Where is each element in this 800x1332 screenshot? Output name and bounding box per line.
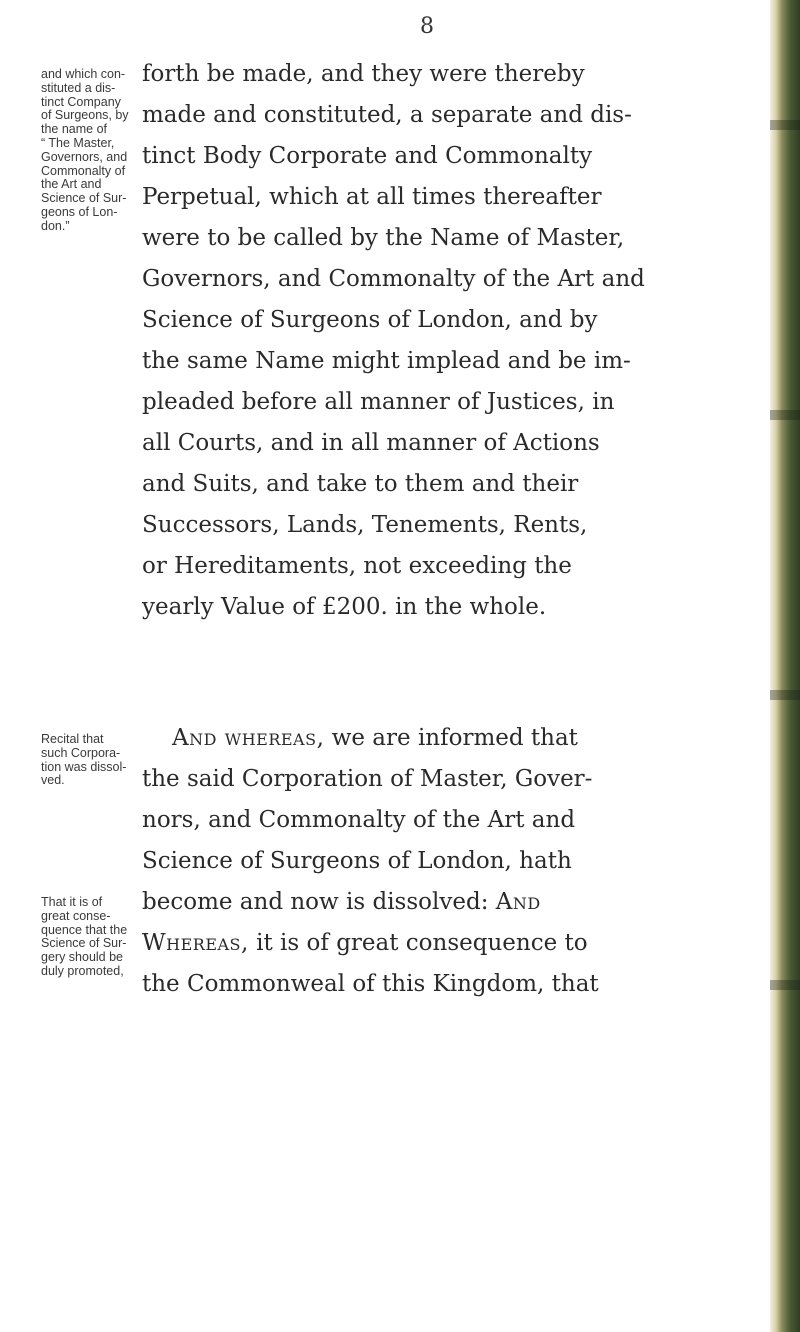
margin-note-line: tinct Company (41, 94, 121, 109)
margin-note-line: the name of (41, 122, 108, 137)
margin-note-line: the Art and (41, 177, 102, 192)
margin-note-line: Governors, and (41, 149, 128, 164)
margin-note-line: quence that the (41, 922, 128, 937)
page-number: 8 (420, 14, 434, 39)
body-line: forth be made, and they were thereby (142, 61, 585, 87)
margin-note-line: Science of Sur- (41, 936, 127, 951)
text-run: we are informed that (324, 725, 578, 751)
book-spine-edge (770, 0, 800, 1332)
spine-stripe (770, 980, 800, 990)
spine-stripe (770, 410, 800, 420)
body-line: were to be called by the Name of Master, (142, 225, 625, 251)
body-line: tinct Body Corporate and Commonalty (142, 143, 593, 169)
body-line: all Courts, and in all manner of Actions (142, 430, 600, 456)
body-line: the Commonweal of this Kingdom, that (142, 971, 599, 997)
body-line: yearly Value of £200. in the whole. (142, 594, 547, 620)
margin-note-line: ved. (41, 773, 65, 788)
body-line (0, 725, 800, 751)
margin-note-line: don.” (41, 218, 70, 233)
margin-note-line: great conse- (41, 908, 111, 923)
body-line: nors, and Commonalty of the Art and (142, 807, 576, 833)
margin-note-line: Commonalty of (41, 163, 126, 178)
body-line: Science of Surgeons of London, and by (142, 307, 598, 333)
margin-note-line: duly promoted, (41, 963, 124, 978)
text-run: it is of great consequence to (248, 930, 588, 956)
small-caps-word: And (495, 889, 541, 915)
margin-note-line: Science of Sur- (41, 191, 127, 206)
body-line: Perpetual, which at all times thereafter (142, 184, 602, 210)
margin-note-line: stituted a dis- (41, 80, 116, 95)
body-line: pleaded before all manner of Justices, in (142, 389, 615, 415)
body-line: the said Corporation of Master, Gover- (142, 766, 593, 792)
body-line (0, 930, 800, 956)
spine-stripe (770, 120, 800, 130)
body-line: Governors, and Commonalty of the Art and (142, 266, 645, 292)
body-line: or Hereditaments, not exceeding the (142, 553, 572, 579)
margin-note-line: “ The Master, (41, 135, 115, 150)
margin-note-line: of Surgeons, by (41, 108, 129, 123)
body-line: made and constituted, a separate and dis- (142, 102, 632, 128)
margin-note-line: gery should be (41, 950, 124, 965)
text-run: become and now is dissolved: (142, 889, 496, 915)
margin-note-line: and which con- (41, 67, 126, 81)
spine-stripe (770, 690, 800, 700)
body-line: the same Name might implead and be im- (142, 348, 631, 374)
body-line: Successors, Lands, Tenements, Rents, (142, 512, 588, 538)
small-caps-lead: And whereas, (172, 725, 325, 751)
margin-note-line: That it is of (41, 895, 103, 909)
margin-note-line: tion was dissol- (41, 759, 127, 774)
margin-note-line: such Corpora- (41, 745, 121, 760)
margin-note-line: Recital that (41, 732, 104, 746)
body-line (0, 889, 800, 915)
body-line: and Suits, and take to them and their (142, 471, 579, 497)
body-line: Science of Surgeons of London, hath (142, 848, 572, 874)
margin-note-line: geons of Lon- (41, 204, 118, 219)
small-caps-word: Whereas, (142, 930, 249, 956)
